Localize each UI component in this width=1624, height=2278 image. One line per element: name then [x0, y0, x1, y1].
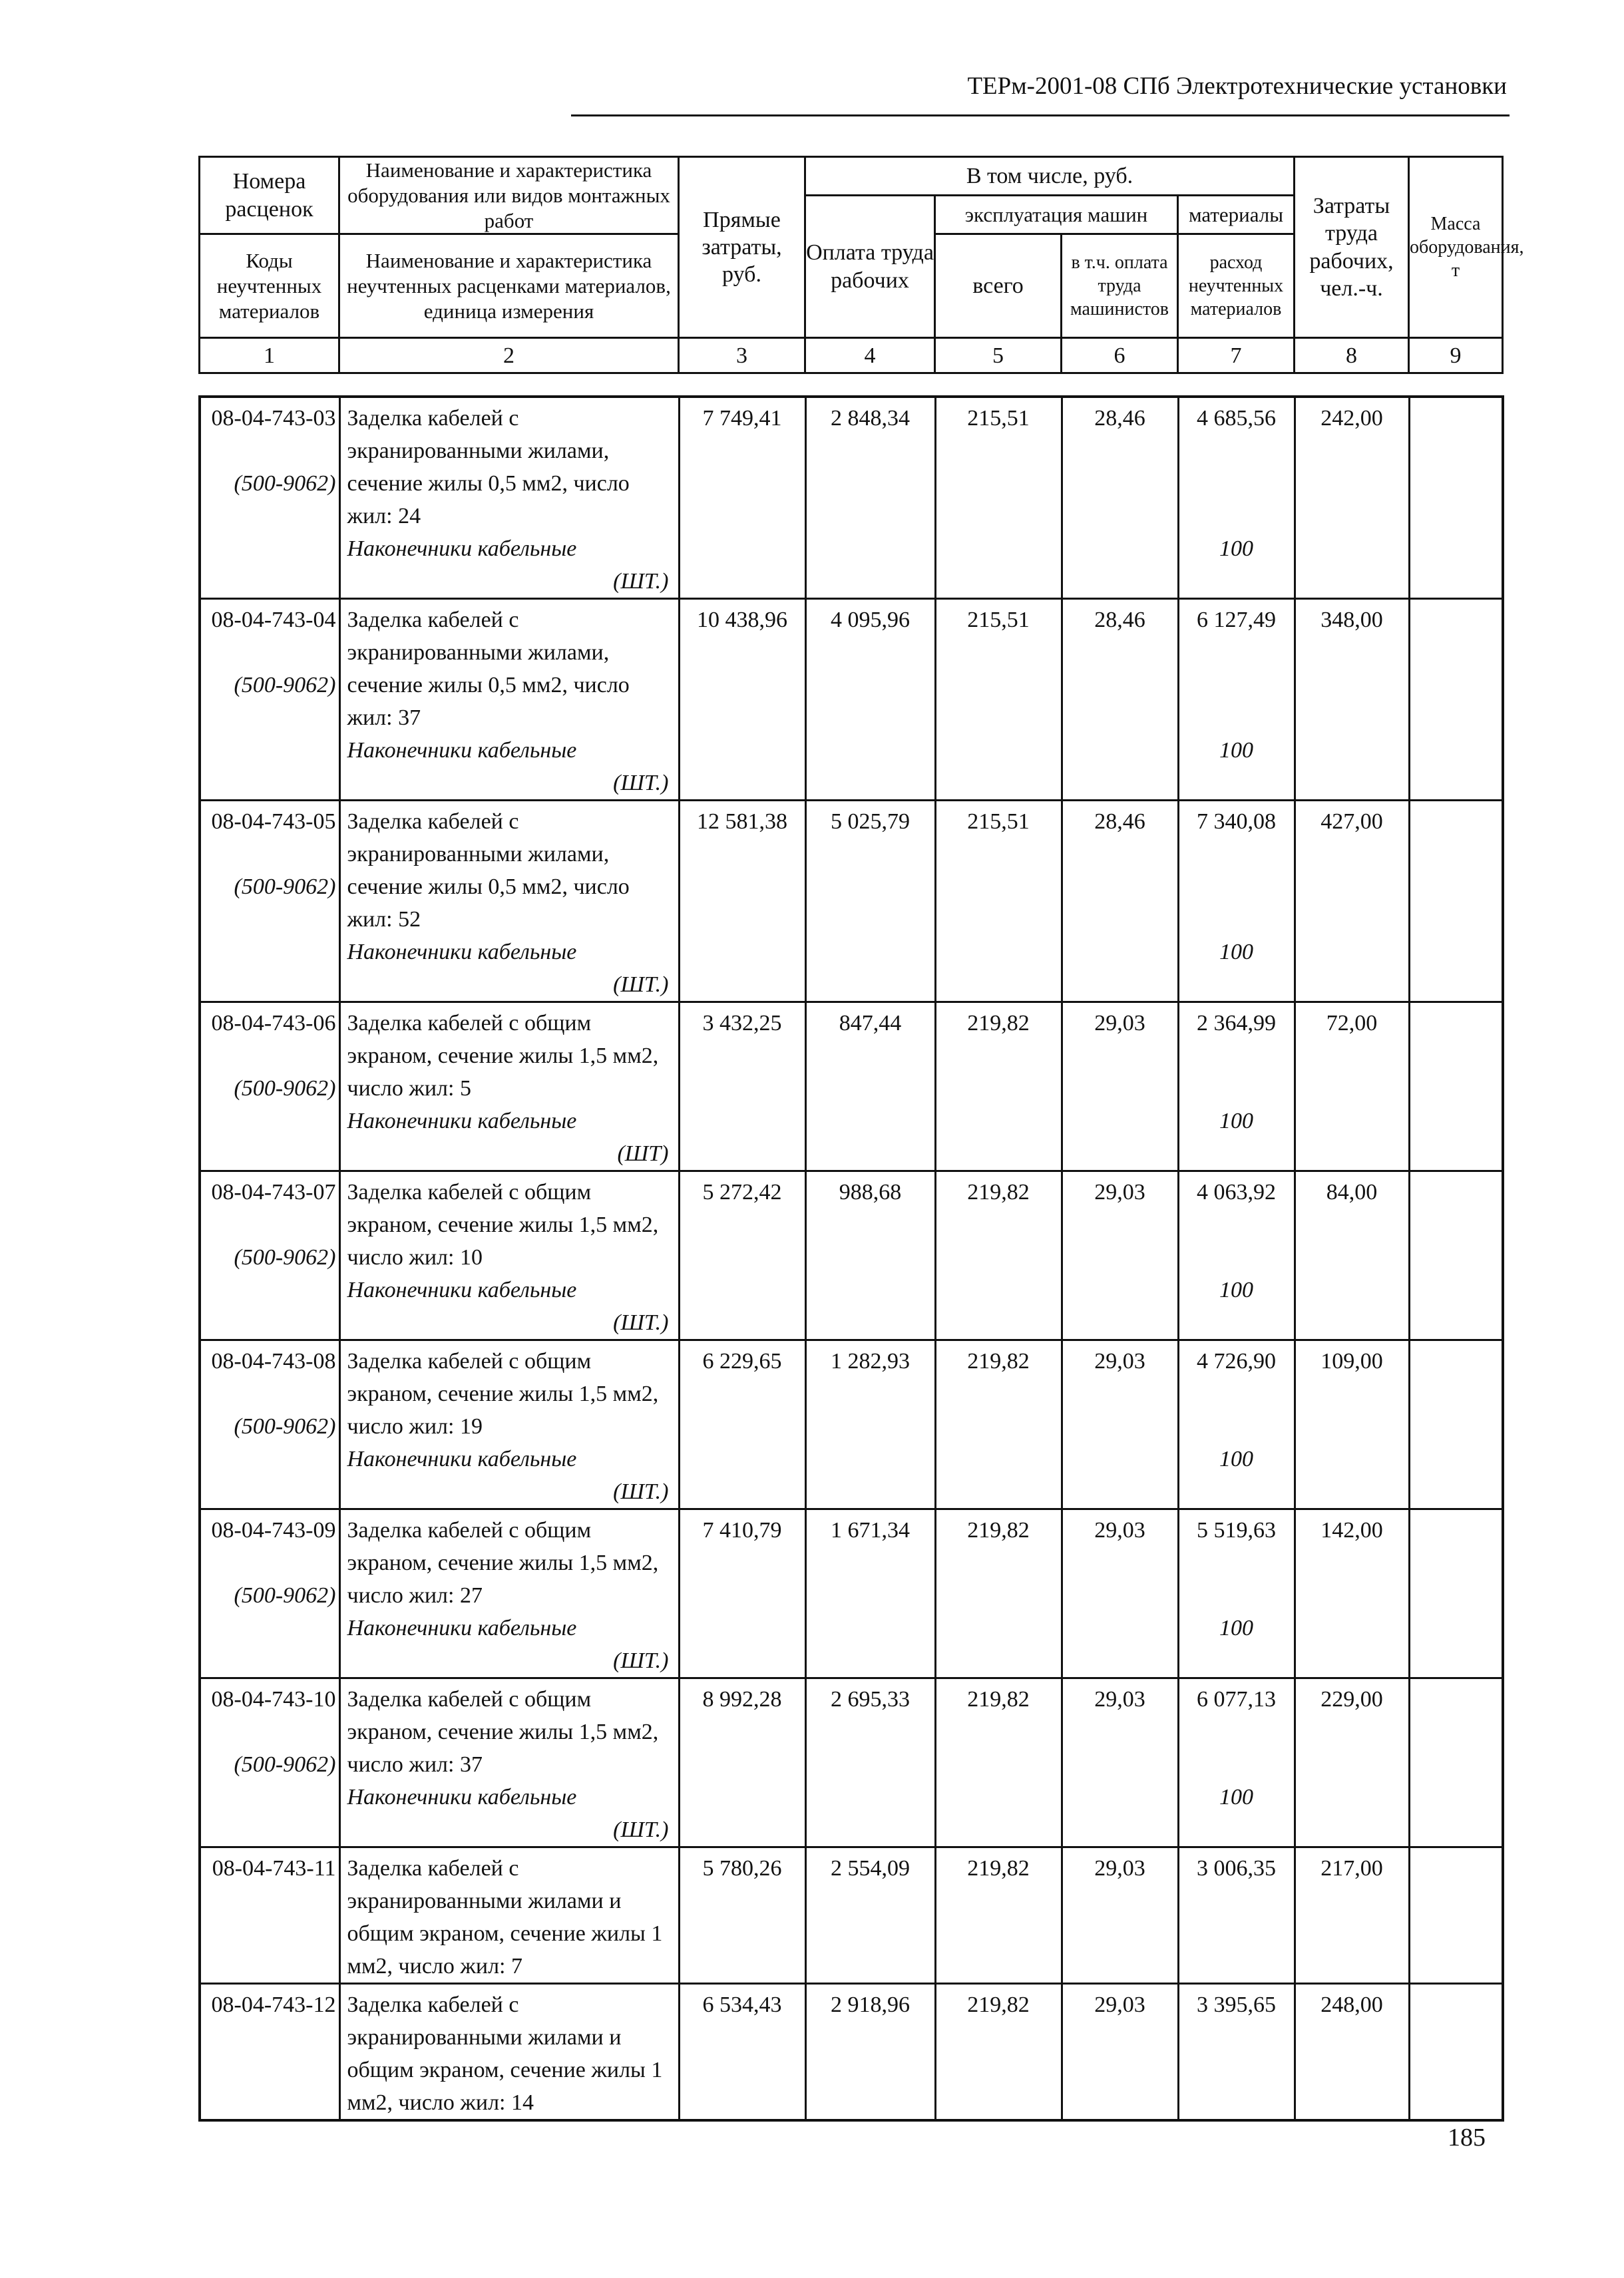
- materials-cell: [1178, 1171, 1295, 1340]
- header-group: В том числе, руб.: [805, 157, 1295, 196]
- material-code: (500-9062): [234, 673, 336, 697]
- rate-code: 08-04-743-12: [211, 1993, 336, 2017]
- page-header-title: ТЕРм-2001-08 СПб Электротехнические установки: [967, 73, 1507, 100]
- header-col6: в т.ч. оплата труда машинистов: [1062, 234, 1178, 338]
- rate-code-cell: [200, 1984, 339, 2121]
- work-name-cell: [339, 1171, 679, 1340]
- rate-code: 08-04-743-10: [211, 1687, 336, 1712]
- materials-cell: [1178, 1678, 1295, 1847]
- work-name: Заделка кабелей с экранированными жилами, сечение жилы 0,5 мм2, число жил: 37: [347, 608, 630, 730]
- material-unit: (ШТ.): [613, 972, 669, 997]
- header-number-2: 2: [339, 338, 679, 373]
- table-row: [200, 1984, 1503, 2121]
- machinists-cost: 29,03: [1062, 1509, 1178, 1678]
- work-name-cell: [339, 397, 679, 599]
- header-col2-top: Наименование и характеристика оборудования или видов монтажных работ: [339, 157, 679, 234]
- equipment-mass: [1409, 599, 1503, 801]
- labor-cost: 2 554,09: [805, 1847, 935, 1984]
- work-name: Заделка кабелей с экранированными жилами, сечение жилы 0,5 мм2, число жил: 24: [347, 406, 630, 528]
- direct-cost: 6 229,65: [679, 1340, 805, 1509]
- direct-cost: 6 534,43: [679, 1984, 805, 2121]
- material-unit: (ШТ): [617, 1141, 669, 1166]
- header-col1-bottom: Коды неучтенных материалов: [200, 234, 339, 338]
- header-number-7: 7: [1178, 338, 1295, 373]
- equipment-mass: [1409, 1509, 1503, 1678]
- work-name-cell: [339, 1340, 679, 1509]
- material-name: Наконечники кабельные: [347, 536, 577, 561]
- work-name: Заделка кабелей с общим экраном, сечение жилы 1,5 мм2, число жил: 27: [347, 1518, 659, 1608]
- direct-cost: 8 992,28: [679, 1678, 805, 1847]
- header-number-5: 5: [935, 338, 1062, 373]
- rate-code-cell: [200, 1002, 339, 1171]
- material-code: (500-9062): [234, 1752, 336, 1777]
- table-row: [200, 1678, 1503, 1847]
- labor-cost: 1 671,34: [805, 1509, 935, 1678]
- material-norm: 100: [1219, 1109, 1253, 1133]
- labor-hours: 242,00: [1295, 397, 1409, 599]
- direct-cost: 7 749,41: [679, 397, 805, 599]
- material-name: Наконечники кабельные: [347, 1278, 577, 1302]
- header-number-6: 6: [1062, 338, 1178, 373]
- material-norm: 100: [1219, 1616, 1253, 1640]
- rate-code: 08-04-743-03: [211, 406, 336, 431]
- rate-code-cell: [200, 1171, 339, 1340]
- work-name-cell: [339, 1847, 679, 1984]
- work-name-cell: [339, 1678, 679, 1847]
- header-number-4: 4: [805, 338, 935, 373]
- machines-cost: 219,82: [935, 1002, 1062, 1171]
- materials-cost: 4 726,90: [1197, 1349, 1276, 1374]
- material-norm: 100: [1219, 1278, 1253, 1302]
- header-rule: [571, 114, 1510, 116]
- equipment-mass: [1409, 801, 1503, 1002]
- material-norm: 100: [1219, 940, 1253, 964]
- materials-cost: 3 395,65: [1197, 1993, 1276, 2017]
- table-row: [200, 801, 1503, 1002]
- table-header: [198, 156, 1524, 374]
- material-name: Наконечники кабельные: [347, 738, 577, 763]
- table-row: [200, 1847, 1503, 1984]
- direct-cost: 10 438,96: [679, 599, 805, 801]
- work-name-cell: [339, 1509, 679, 1678]
- direct-cost: 5 780,26: [679, 1847, 805, 1984]
- machines-cost: 215,51: [935, 801, 1062, 1002]
- materials-cell: [1178, 1847, 1295, 1984]
- material-norm: 100: [1219, 1447, 1253, 1471]
- table-row: [200, 397, 1503, 599]
- work-name: Заделка кабелей с экранированными жилами и общим экраном, сечение жилы 1 мм2, число жил: 7: [347, 1856, 663, 1979]
- equipment-mass: [1409, 1678, 1503, 1847]
- material-code: (500-9062): [234, 1076, 336, 1101]
- labor-cost: 988,68: [805, 1171, 935, 1340]
- work-name: Заделка кабелей с общим экраном, сечение жилы 1,5 мм2, число жил: 5: [347, 1011, 659, 1101]
- labor-hours: 229,00: [1295, 1678, 1409, 1847]
- machines-cost: 219,82: [935, 1171, 1062, 1340]
- machinists-cost: 29,03: [1062, 1340, 1178, 1509]
- work-name: Заделка кабелей с общим экраном, сечение жилы 1,5 мм2, число жил: 19: [347, 1349, 659, 1439]
- header-materials: материалы: [1178, 196, 1295, 234]
- direct-cost: 7 410,79: [679, 1509, 805, 1678]
- material-code: (500-9062): [234, 1414, 336, 1439]
- table-row: [200, 1171, 1503, 1340]
- labor-cost: 4 095,96: [805, 599, 935, 801]
- materials-cost: 6 077,13: [1197, 1687, 1276, 1712]
- rate-code: 08-04-743-09: [211, 1518, 336, 1543]
- rate-code-cell: [200, 1340, 339, 1509]
- material-code: (500-9062): [234, 1245, 336, 1270]
- header-col7: расход неучтенных материалов: [1178, 234, 1295, 338]
- machines-cost: 219,82: [935, 1509, 1062, 1678]
- header-number-3: 3: [679, 338, 805, 373]
- table-row: [200, 1509, 1503, 1678]
- header-col2-bottom: Наименование и характеристика неучтенных расценками материалов, единица измерения: [339, 234, 679, 338]
- material-norm: 100: [1219, 738, 1253, 763]
- equipment-mass: [1409, 1847, 1503, 1984]
- materials-cost: 4 063,92: [1197, 1180, 1276, 1205]
- machinists-cost: 29,03: [1062, 1171, 1178, 1340]
- header-col1-top: Номера расценок: [200, 157, 339, 234]
- machinists-cost: 28,46: [1062, 599, 1178, 801]
- labor-hours: 427,00: [1295, 801, 1409, 1002]
- direct-cost: 3 432,25: [679, 1002, 805, 1171]
- labor-hours: 248,00: [1295, 1984, 1409, 2121]
- materials-cost: 3 006,35: [1197, 1856, 1276, 1881]
- header-col4: Оплата труда рабочих: [805, 196, 935, 338]
- labor-hours: 348,00: [1295, 599, 1409, 801]
- header-number-1: 1: [200, 338, 339, 373]
- labor-hours: 142,00: [1295, 1509, 1409, 1678]
- work-name-cell: [339, 599, 679, 801]
- table-row: [200, 1002, 1503, 1171]
- machinists-cost: 29,03: [1062, 1678, 1178, 1847]
- rate-code: 08-04-743-04: [211, 608, 336, 632]
- machinists-cost: 29,03: [1062, 1984, 1178, 2121]
- material-name: Наконечники кабельные: [347, 1109, 577, 1133]
- rate-code-cell: [200, 599, 339, 801]
- machines-cost: 215,51: [935, 397, 1062, 599]
- material-unit: (ШТ.): [613, 1310, 669, 1335]
- machines-cost: 219,82: [935, 1847, 1062, 1984]
- machines-cost: 219,82: [935, 1678, 1062, 1847]
- labor-hours: 84,00: [1295, 1171, 1409, 1340]
- material-unit: (ШТ.): [613, 771, 669, 795]
- machines-cost: 215,51: [935, 599, 1062, 801]
- labor-cost: 2 695,33: [805, 1678, 935, 1847]
- materials-cell: [1178, 397, 1295, 599]
- materials-cost: 2 364,99: [1197, 1011, 1276, 1036]
- materials-cell: [1178, 1984, 1295, 2121]
- rate-code-cell: [200, 1509, 339, 1678]
- rate-code-cell: [200, 1678, 339, 1847]
- equipment-mass: [1409, 1002, 1503, 1171]
- material-name: Наконечники кабельные: [347, 1785, 577, 1809]
- material-unit: (ШТ.): [613, 1648, 669, 1673]
- work-name: Заделка кабелей с экранированными жилами, сечение жилы 0,5 мм2, число жил: 52: [347, 809, 630, 932]
- labor-hours: 217,00: [1295, 1847, 1409, 1984]
- machines-cost: 219,82: [935, 1984, 1062, 2121]
- header-col3: Прямые затраты, руб.: [679, 157, 805, 338]
- machinists-cost: 28,46: [1062, 801, 1178, 1002]
- rate-code: 08-04-743-11: [212, 1856, 336, 1881]
- rate-code: 08-04-743-06: [211, 1011, 336, 1036]
- work-name-cell: [339, 801, 679, 1002]
- work-name-cell: [339, 1984, 679, 2121]
- materials-cell: [1178, 801, 1295, 1002]
- labor-cost: 5 025,79: [805, 801, 935, 1002]
- machinists-cost: 28,46: [1062, 397, 1178, 599]
- work-name: Заделка кабелей с экранированными жилами и общим экраном, сечение жилы 1 мм2, число жил: 14: [347, 1993, 663, 2115]
- labor-hours: 109,00: [1295, 1340, 1409, 1509]
- labor-cost: 1 282,93: [805, 1340, 935, 1509]
- material-code: (500-9062): [234, 874, 336, 899]
- rate-code-cell: [200, 801, 339, 1002]
- work-name-cell: [339, 1002, 679, 1171]
- materials-cell: [1178, 1340, 1295, 1509]
- header-machines: эксплуатация машин: [935, 196, 1178, 234]
- materials-cost: 6 127,49: [1197, 608, 1276, 632]
- table-row: [200, 599, 1503, 801]
- rate-code-cell: [200, 1847, 339, 1984]
- header-col9: Масса оборудования, т: [1409, 157, 1503, 338]
- work-name: Заделка кабелей с общим экраном, сечение жилы 1,5 мм2, число жил: 37: [347, 1687, 659, 1777]
- rates-table: [198, 395, 1504, 2122]
- machinists-cost: 29,03: [1062, 1847, 1178, 1984]
- equipment-mass: [1409, 1171, 1503, 1340]
- header-number-9: 9: [1409, 338, 1503, 373]
- material-norm: 100: [1219, 1785, 1253, 1809]
- direct-cost: 12 581,38: [679, 801, 805, 1002]
- equipment-mass: [1409, 1340, 1503, 1509]
- table-row: [200, 1340, 1503, 1509]
- material-name: Наконечники кабельные: [347, 940, 577, 964]
- rate-code-cell: [200, 397, 339, 599]
- material-name: Наконечники кабельные: [347, 1616, 577, 1640]
- materials-cost: 7 340,08: [1197, 809, 1276, 834]
- material-code: (500-9062): [234, 1583, 336, 1608]
- machinists-cost: 29,03: [1062, 1002, 1178, 1171]
- materials-cost: 4 685,56: [1197, 406, 1276, 431]
- work-name: Заделка кабелей с общим экраном, сечение жилы 1,5 мм2, число жил: 10: [347, 1180, 659, 1270]
- material-code: (500-9062): [234, 471, 336, 496]
- header-col5: всего: [935, 234, 1062, 338]
- page-number: 185: [1448, 2124, 1486, 2152]
- material-unit: (ШТ.): [613, 569, 669, 594]
- header-col8: Затраты труда рабочих, чел.-ч.: [1295, 157, 1409, 338]
- equipment-mass: [1409, 1984, 1503, 2121]
- labor-cost: 2 848,34: [805, 397, 935, 599]
- labor-cost: 2 918,96: [805, 1984, 935, 2121]
- materials-cost: 5 519,63: [1197, 1518, 1276, 1543]
- rate-code: 08-04-743-07: [211, 1180, 336, 1205]
- machines-cost: 219,82: [935, 1340, 1062, 1509]
- equipment-mass: [1409, 397, 1503, 599]
- rate-code: 08-04-743-05: [211, 809, 336, 834]
- material-name: Наконечники кабельные: [347, 1447, 577, 1471]
- rate-code: 08-04-743-08: [211, 1349, 336, 1374]
- labor-hours: 72,00: [1295, 1002, 1409, 1171]
- material-unit: (ШТ.): [613, 1817, 669, 1842]
- direct-cost: 5 272,42: [679, 1171, 805, 1340]
- material-unit: (ШТ.): [613, 1479, 669, 1504]
- materials-cell: [1178, 1002, 1295, 1171]
- materials-cell: [1178, 599, 1295, 801]
- material-norm: 100: [1219, 536, 1253, 561]
- labor-cost: 847,44: [805, 1002, 935, 1171]
- header-number-8: 8: [1295, 338, 1409, 373]
- materials-cell: [1178, 1509, 1295, 1678]
